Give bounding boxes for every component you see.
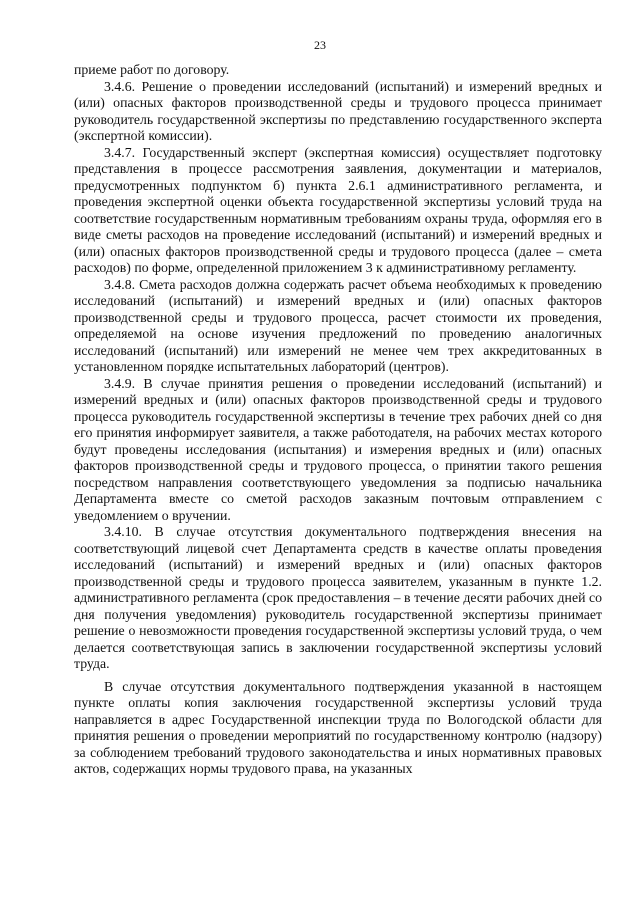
paragraph-3-4-7: 3.4.7. Государственный эксперт (экспертная комиссия) осуществляет подготовку представления в процессе рассмотрения заявления, документации и материалов, предусмотренных подпунктом б) пункта 2.6.1 административного регламента, и проведения экспертной оценки объекта государственной экспертизы условий труда на соответствие государственным нормативным требованиям охраны труда, оформляя его в виде сметы расходов на проведение исследований (испытаний) и измерений вредных и (или) опасных факторов производственной среды и трудового процесса (далее – смета расходов) по форме, определенной приложением 3 к административному регламенту. (74, 144, 602, 275)
paragraph-3-4-8: 3.4.8. Смета расходов должна содержать расчет объема необходимых к проведению исследований (испытаний) и измерений вредных и (или) опасных факторов производственной среды и трудового процесса, расчет стоимости их проведения, определяемой на основе изучения предложений по проведению аналогичных исследований (испытаний) или измерений не менее чем трех аккредитованных в установленном порядке испытательных лабораторий (центров). (74, 276, 602, 374)
paragraph-3-4-9: 3.4.9. В случае принятия решения о проведении исследований (испытаний) и измерений вредных и (или) опасных факторов производственной среды и трудового процесса руководитель государственной экспертизы в течение трех рабочих дней со дня его принятия информирует заявителя, а также работодателя, на рабочих местах которого будут проведены исследования (испытания) и измерения вредных и (или) опасных факторов производственной среды и трудового процесса, о принятии такого решения посредством направления соответствующего уведомления за подписью начальника Департамента вместе со сметой расходов заказным почтовым отправлением с уведомлением о вручении. (74, 375, 602, 523)
document-body (74, 62, 602, 778)
paragraph-continuation: приеме работ по договору. (74, 62, 230, 77)
paragraph-payment-absence: В случае отсутствия документального подтверждения указанной в настоящем пункте оплаты копия заключения государственной экспертизы условий труда направляется в адрес Государственной инспекции труда по Вологодской области для принятия решения о проведении мероприятий по государственному контролю (надзору) за соблюдением требований трудового законодательства и иных нормативных правовых актов, содержащих нормы трудового права, на указанных (74, 678, 602, 776)
paragraph-3-4-10: 3.4.10. В случае отсутствия документального подтверждения внесения на соответствующий лицевой счет Департамента средств в качестве оплаты проведения исследований (испытаний) и измерений вредных и (или) опасных факторов производственной среды и трудового процесса заявителем, указанным в пункте 1.2. административного регламента (срок предоставления – в течение десяти рабочих дней со дня получения уведомления) руководитель государственной экспертизы принимает решение о невозможности проведения государственной экспертизы условий труда, о чем делается соответствующая запись в заключении государственной экспертизы условий труда. (74, 524, 602, 671)
page-number: 23 (314, 38, 326, 52)
paragraph-3-4-6: 3.4.6. Решение о проведении исследований (испытаний) и измерений вредных и (или) опасных факторов производственной среды и трудового процесса принимает руководитель государственной экспертизы по представлению государственного эксперта (экспертной комиссии). (74, 78, 602, 143)
